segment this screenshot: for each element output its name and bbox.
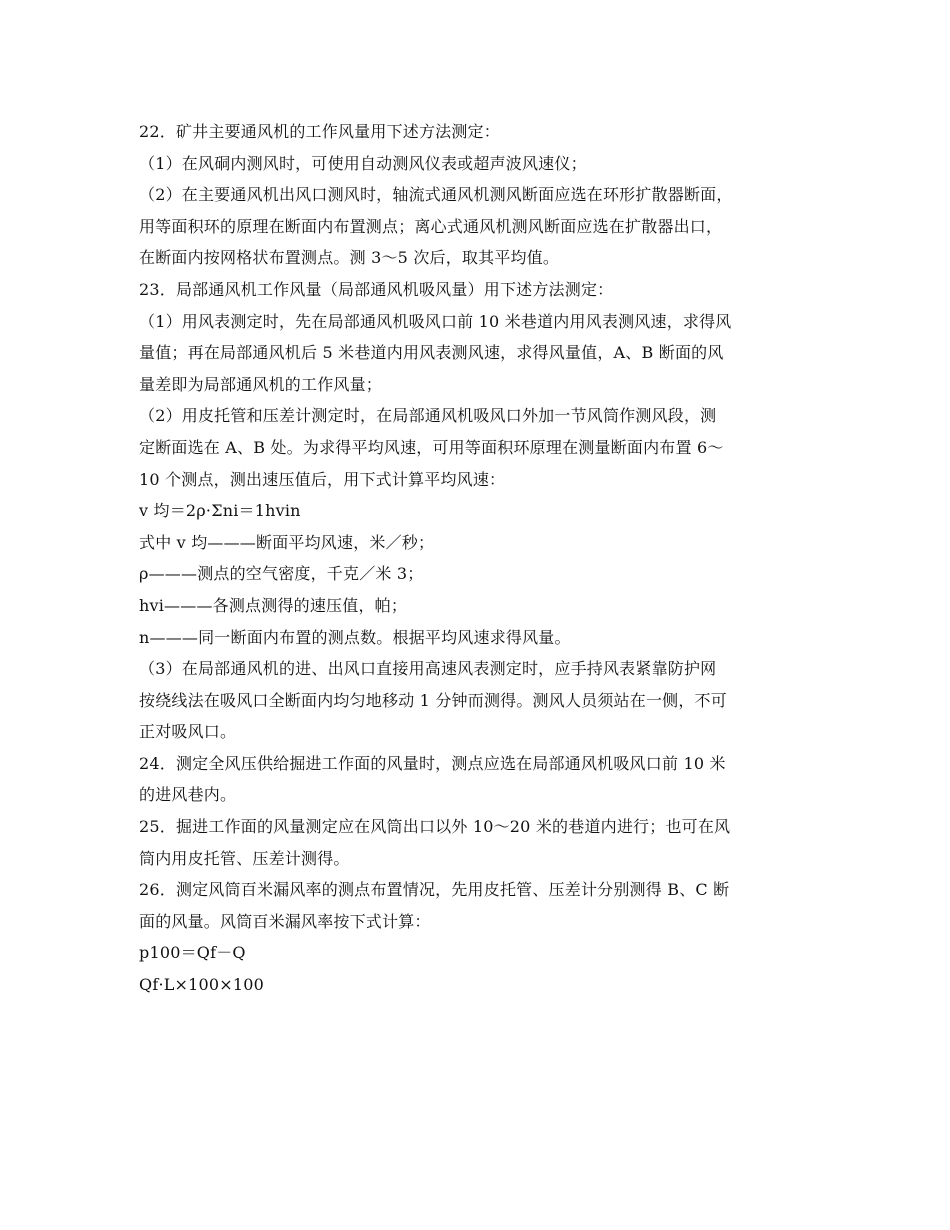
- text-line-item-26b: 面的风量。风筒百米漏风率按下式计算：: [139, 911, 431, 931]
- text-line-item-23-2a: （2）用皮托管和压差计测定时，在局部通风机吸风口外加一节风筒作测风段，测: [139, 406, 717, 426]
- text-line-item-24b: 的进风巷内。: [139, 785, 237, 805]
- text-line-item-23-2c: 10 个测点，测出速压值后，用下式计算平均风速：: [139, 469, 506, 489]
- formula-average-velocity: v 均＝2ρ·Σni＝1hvin: [139, 501, 301, 521]
- text-line-item-23-1b: 量值；再在局部通风机后 5 米巷道内用风表测风速，求得风量值，A、B 断面的风: [139, 343, 724, 363]
- formula-definition-hvi: hvi———各测点测得的速压值，帕；: [139, 595, 408, 615]
- text-line-item-23-1a: （1）用风表测定时，先在局部通风机吸风口前 10 米巷道内用风表测风速，求得风: [139, 311, 732, 331]
- text-line-item-25a: 25．掘进工作面的风量测定应在风筒出口以外 10～20 米的巷道内进行；也可在风: [139, 817, 731, 837]
- formula-definition-n: n———同一断面内布置的测点数。根据平均风速求得风量。: [139, 627, 571, 647]
- document-body: [139, 116, 829, 1001]
- text-line-item-23-title: 23．局部通风机工作风量（局部通风机吸风量）用下述方法测定：: [139, 279, 614, 299]
- formula-definition-rho: ρ———测点的空气密度，千克／米 3；: [139, 564, 424, 584]
- formula-definition-v: 式中 v 均———断面平均风速，米／秒；: [139, 532, 435, 552]
- text-line-item-23-3b: 按绕线法在吸风口全断面内均匀地移动 1 分钟而测得。测风人员须站在一侧，不可: [139, 690, 727, 710]
- text-line-item-23-3c: 正对吸风口。: [139, 722, 237, 742]
- text-line-item-22-2b: 用等面积环的原理在断面内布置测点；离心式通风机测风断面应选在扩散器出口，: [139, 216, 723, 236]
- text-line-item-23-1c: 量差即为局部通风机的工作风量；: [139, 374, 383, 394]
- text-line-item-22-1: （1）在风硐内测风时，可使用自动测风仪表或超声波风速仪；: [139, 153, 587, 173]
- text-line-item-25b: 筒内用皮托管、压差计测得。: [139, 848, 350, 868]
- formula-leakage-denominator: Qf·L×100×100: [139, 975, 265, 995]
- text-line-item-22-2c: 在断面内按网格状布置测点。测 3～5 次后，取其平均值。: [139, 248, 560, 268]
- text-line-item-23-2b: 定断面选在 A、B 处。为求得平均风速，可用等面积环原理在测量断面内布置 6～: [139, 437, 724, 457]
- text-line-item-23-3a: （3）在局部通风机的进、出风口直接用高速风表测定时，应手持风表紧靠防护网: [139, 659, 717, 679]
- text-line-item-22-title: 22．矿井主要通风机的工作风量用下述方法测定：: [139, 122, 500, 141]
- formula-leakage-numerator: p100＝Qf－Q: [139, 943, 246, 963]
- text-line-item-26a: 26．测定风筒百米漏风率的测点布置情况，先用皮托管、压差计分别测得 B、C 断: [139, 880, 730, 900]
- text-line-item-24a: 24．测定全风压供给掘进工作面的风量时，测点应选在局部通风机吸风口前 10 米: [139, 753, 726, 773]
- text-line-item-22-2a: （2）在主要通风机出风口测风时，轴流式通风机测风断面应选在环形扩散器断面，: [139, 185, 733, 205]
